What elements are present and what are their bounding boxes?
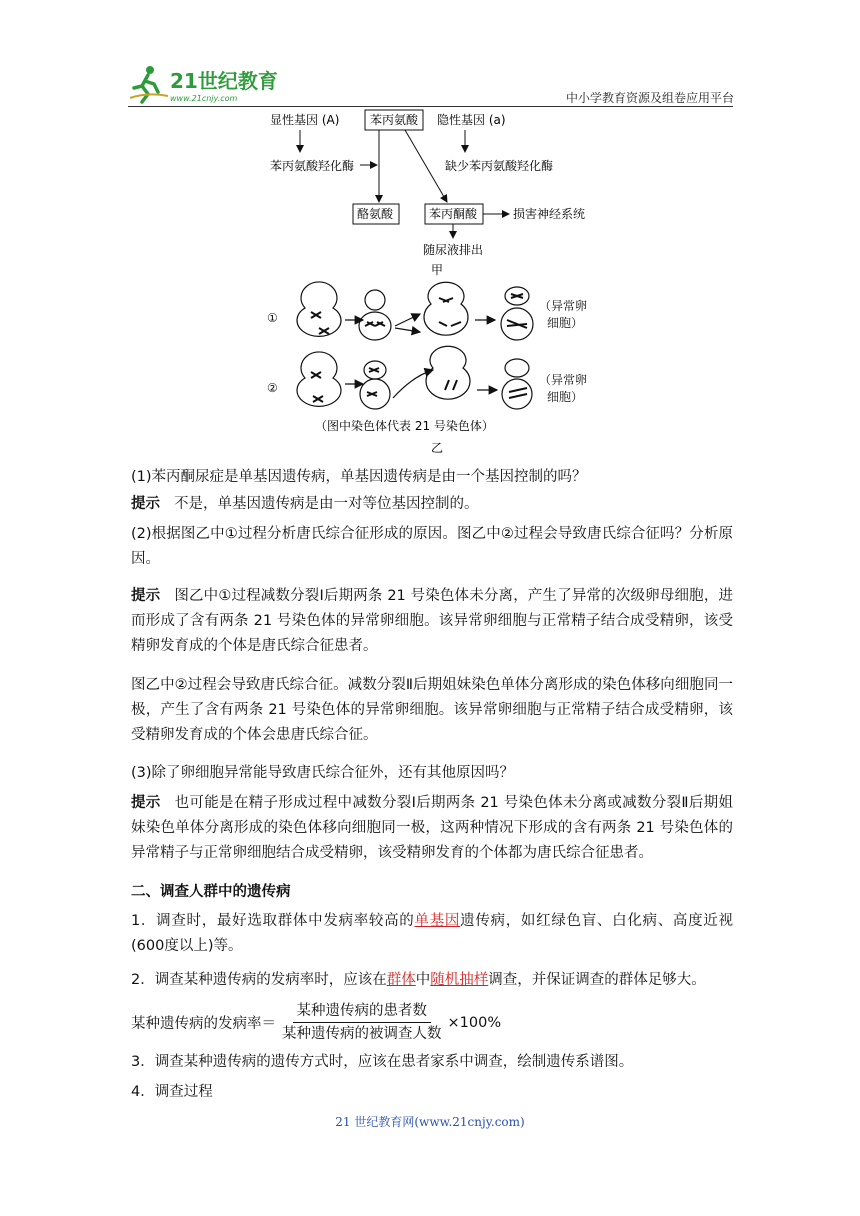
item-2-pre: 2．调查某种遗传病的发病率时，应该在 <box>131 972 387 988</box>
figure-jia-caption: 甲 <box>431 263 444 277</box>
answer-3-text: 也可能是在精子形成过程中减数分裂Ⅰ后期两条 21 号染色体未分离或减数分裂Ⅱ后期姐妹染色单体分离形成的染色体移向细胞同一极，这两种情况下形成的含有两条 21 号染色体的异常精子与正常卵细胞结合成受精卵，该受精卵发育的个体都为唐氏综合征患者。 <box>131 795 733 861</box>
footer-site: 21 世纪教育网(www.21cnjy.com) <box>335 1115 525 1129</box>
item-2 <box>131 968 733 993</box>
urine-label: 随尿液排出 <box>423 243 484 257</box>
row1-label: ① <box>267 311 278 325</box>
figure-jia <box>255 108 615 278</box>
item-1-highlight: 单基因 <box>414 913 461 929</box>
question-2: (2)根据图乙中①过程分析唐氏综合征形成的原因。图乙中②过程会导致唐氏综合征吗？分析原因。 <box>131 526 733 567</box>
item-2-post: 调查，并保证调查的群体足够大。 <box>488 972 706 988</box>
damage-label: 损害神经系统 <box>513 207 586 221</box>
item-2-highlight-2: 随机抽样 <box>430 972 489 988</box>
logo-text: 21世纪教育 <box>170 69 278 93</box>
abnormal-egg-1-line1: （异常卵 <box>539 299 588 313</box>
logo-subtext: www.21cnjy.com <box>170 94 238 103</box>
answer-3 <box>131 791 733 866</box>
section-heading: 二、调查人群中的遗传病 <box>131 884 291 900</box>
formula-lhs: 某种遗传病的发病率＝ <box>131 1016 276 1032</box>
header-platform-name: 中小学教育资源及组卷应用平台 <box>566 91 735 105</box>
tip-label: 提示 <box>131 588 161 604</box>
figure-yi-caption: 乙 <box>431 441 444 455</box>
formula-numerator: 某种遗传病的患者数 <box>293 1000 432 1023</box>
item-1-pre: 1．调查时，最好选取群体中发病率较高的 <box>131 913 415 929</box>
formula-fraction <box>278 1000 446 1045</box>
item-1 <box>131 909 733 959</box>
formula-rhs: ×100% <box>447 1014 502 1031</box>
answer-2-part-2: 图乙中②过程会导致唐氏综合征。减数分裂Ⅱ后期姐妹染色单体分离形成的染色体移向细胞同一极，产生了含有两条 21 号染色体的异常卵细胞。该异常卵细胞与正常精子结合成受精卵，该受精卵发育成的个体会患唐氏综合征。 <box>131 677 733 743</box>
item-4: 4．调查过程 <box>131 1084 213 1100</box>
tip-label: 提示 <box>131 496 160 512</box>
formula-denominator: 某种遗传病的被调查人数 <box>282 1026 442 1042</box>
answer-1-text: 不是，单基因遗传病是由一对等位基因控制的。 <box>174 496 479 512</box>
site-logo <box>128 62 278 106</box>
phenylalanine-label: 苯丙氨酸 <box>370 113 419 127</box>
figure-yi-note: （图中染色体代表 21 号染色体） <box>315 419 494 433</box>
answer-1 <box>131 492 733 517</box>
item-1-post: 遗传病，如红绿色盲、白化病、高度近视(600度以上)等。 <box>131 913 734 954</box>
abnormal-egg-2-line1: （异常卵 <box>539 373 588 387</box>
abnormal-egg-2-line2: 细胞） <box>547 390 584 404</box>
answer-2-part-1 <box>131 584 733 659</box>
dominant-gene-label: 显性基因 (A) <box>270 113 340 127</box>
enzyme-label: 苯丙氨酸羟化酶 <box>270 159 355 173</box>
item-3: 3．调查某种遗传病的遗传方式时，应该在患者家系中调查，绘制遗传系谱图。 <box>131 1054 634 1070</box>
runner-icon <box>130 66 168 102</box>
tip-label: 提示 <box>131 795 161 811</box>
item-2-highlight-1: 群体 <box>386 972 416 988</box>
figure-yi <box>255 280 615 460</box>
question-3: (3)除了卵细胞异常能导致唐氏综合征外，还有其他原因吗？ <box>131 765 515 781</box>
abnormal-egg-1-line2: 细胞） <box>547 316 584 330</box>
incidence-formula <box>131 1000 501 1045</box>
tyrosine-label: 酪氨酸 <box>357 207 394 221</box>
row2-label: ② <box>267 381 278 395</box>
item-2-mid: 中 <box>415 972 431 988</box>
phenylpyruvic-label: 苯丙酮酸 <box>429 207 478 221</box>
question-1: (1)苯丙酮尿症是单基因遗传病，单基因遗传病是由一个基因控制的吗？ <box>131 469 587 485</box>
answer-2-part-1-text: 图乙中①过程减数分裂Ⅰ后期两条 21 号染色体未分离，产生了异常的次级卵母细胞，进而形成了含有两条 21 号染色体的异常卵细胞。该异常卵细胞与正常精子结合成受精卵，该受精卵发育成的个体是唐氏综合征患者。 <box>131 588 733 654</box>
header-divider <box>128 106 733 107</box>
recessive-gene-label: 隐性基因 (a) <box>437 113 506 127</box>
lack-enzyme-label: 缺少苯丙氨酸羟化酶 <box>445 159 554 173</box>
